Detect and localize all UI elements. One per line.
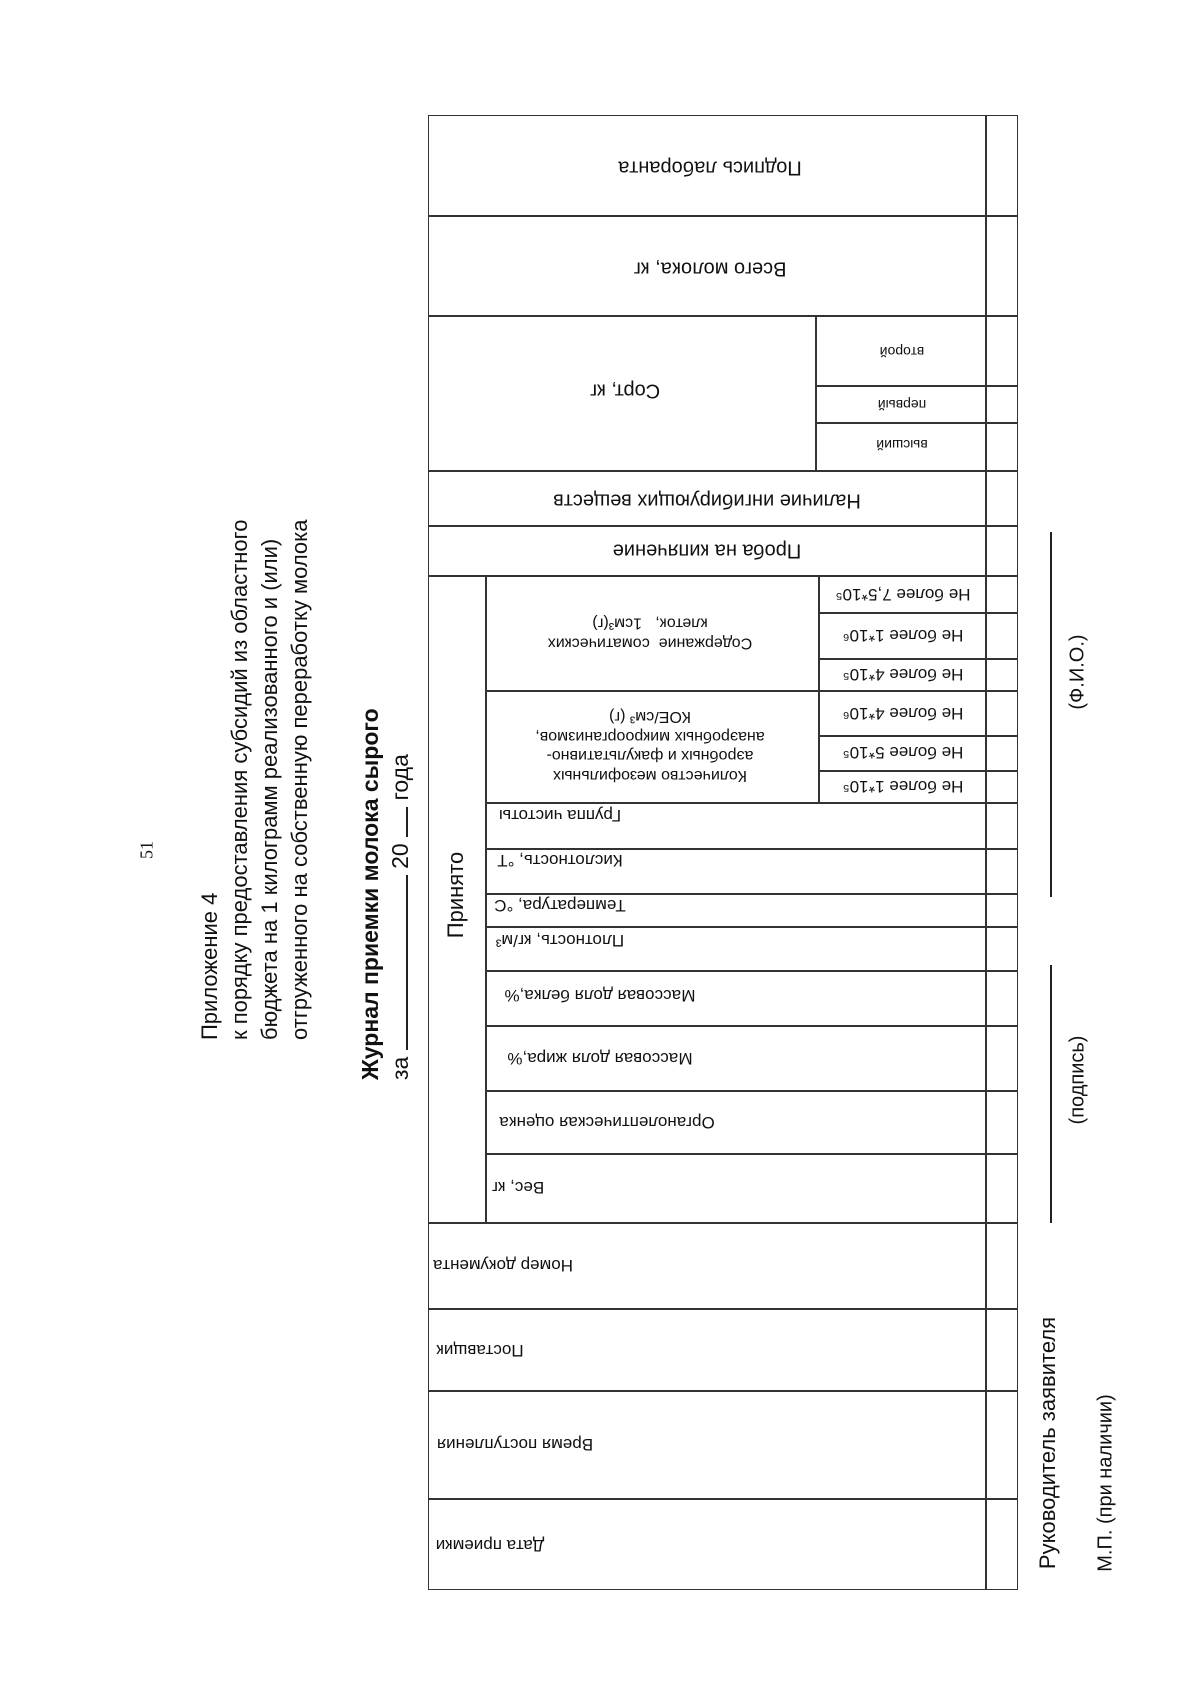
group-accepted: Принято <box>443 851 468 939</box>
year-prefix: 20 <box>387 843 413 869</box>
header-protein: Массовая доля белка,% <box>504 986 696 1005</box>
journal-title-block <box>355 580 425 1080</box>
header-supplier: Поставщик <box>436 1341 524 1360</box>
header-acidity: Кислотность, °Т <box>497 851 623 870</box>
header-boil-test: Проба на кипячение <box>612 539 802 562</box>
header-doc-number: Номер документа <box>433 1256 573 1275</box>
journal-title: Журнал приемки молока сырого <box>357 708 383 1080</box>
appendix-line-3: отгруженного на собственную переработку молока <box>287 519 312 1040</box>
header-date: Дата приемки <box>435 1536 545 1555</box>
header-grade: Сорт, кг <box>589 379 661 402</box>
name-caption: (Ф.И.О.) <box>1066 634 1089 710</box>
signature-caption: (подпись) <box>1066 1035 1089 1125</box>
period-prefix: за <box>387 1056 413 1080</box>
grade-first: первый <box>877 397 927 413</box>
stamp-label: М.П. (при наличии) <box>1094 1394 1117 1572</box>
year-suffix: года <box>387 754 413 801</box>
bacteria-limit-3: Не более 4*10⁶ <box>842 704 964 723</box>
appendix-line-1: к порядку предоставления субсидий из областного <box>227 519 252 1040</box>
header-time: Время поступления <box>436 1435 594 1454</box>
header-weight: Вес, кг <box>491 1178 545 1197</box>
header-total: Всего молока, кг <box>633 257 787 280</box>
header-bacteria: Количество мезофильных аэробных и факультативно- анаэробных микроорганизмов, КОЕ/см³ (г) <box>535 708 765 785</box>
header-organoleptic: Органолептическая оценка <box>499 1113 715 1132</box>
appendix-title: Приложение 4 <box>197 892 222 1040</box>
header-density: Плотность, кг/м³ <box>495 931 625 950</box>
somatic-limit-3: Не более 7,5*10⁵ <box>835 585 971 604</box>
page-number: 51 <box>136 841 157 859</box>
appendix-line-2: бюджета на 1 килограмм реализованного и (или) <box>257 538 282 1040</box>
somatic-limit-1: Не более 4*10⁵ <box>842 665 964 684</box>
somatic-limit-2: Не более 1*10⁶ <box>842 626 964 645</box>
header-purity: Группа чистоты <box>498 806 622 825</box>
header-signature: Подпись лаборанта <box>618 156 802 179</box>
footer-head: Руководитель заявителя <box>1035 1316 1060 1570</box>
header-somatic: Содержание соматических клеток, 1см³(г) <box>547 615 753 652</box>
name-line[interactable] <box>1050 532 1052 897</box>
signature-line[interactable] <box>1050 965 1052 1223</box>
header-fat: Массовая доля жира,% <box>507 1049 693 1068</box>
year-blank[interactable] <box>386 807 408 837</box>
appendix-block <box>195 240 355 1040</box>
bacteria-limit-2: Не более 5*10⁵ <box>842 743 964 762</box>
grade-highest: высший <box>876 437 928 453</box>
bacteria-limit-1: Не более 1*10⁵ <box>842 777 964 796</box>
header-inhibitors: Наличие ингибирующих веществ <box>553 489 861 512</box>
period-blank[interactable] <box>386 875 408 1050</box>
grade-second: второй <box>879 344 925 360</box>
journal-period <box>385 580 415 1080</box>
header-temperature: Температура, °С <box>494 896 626 915</box>
